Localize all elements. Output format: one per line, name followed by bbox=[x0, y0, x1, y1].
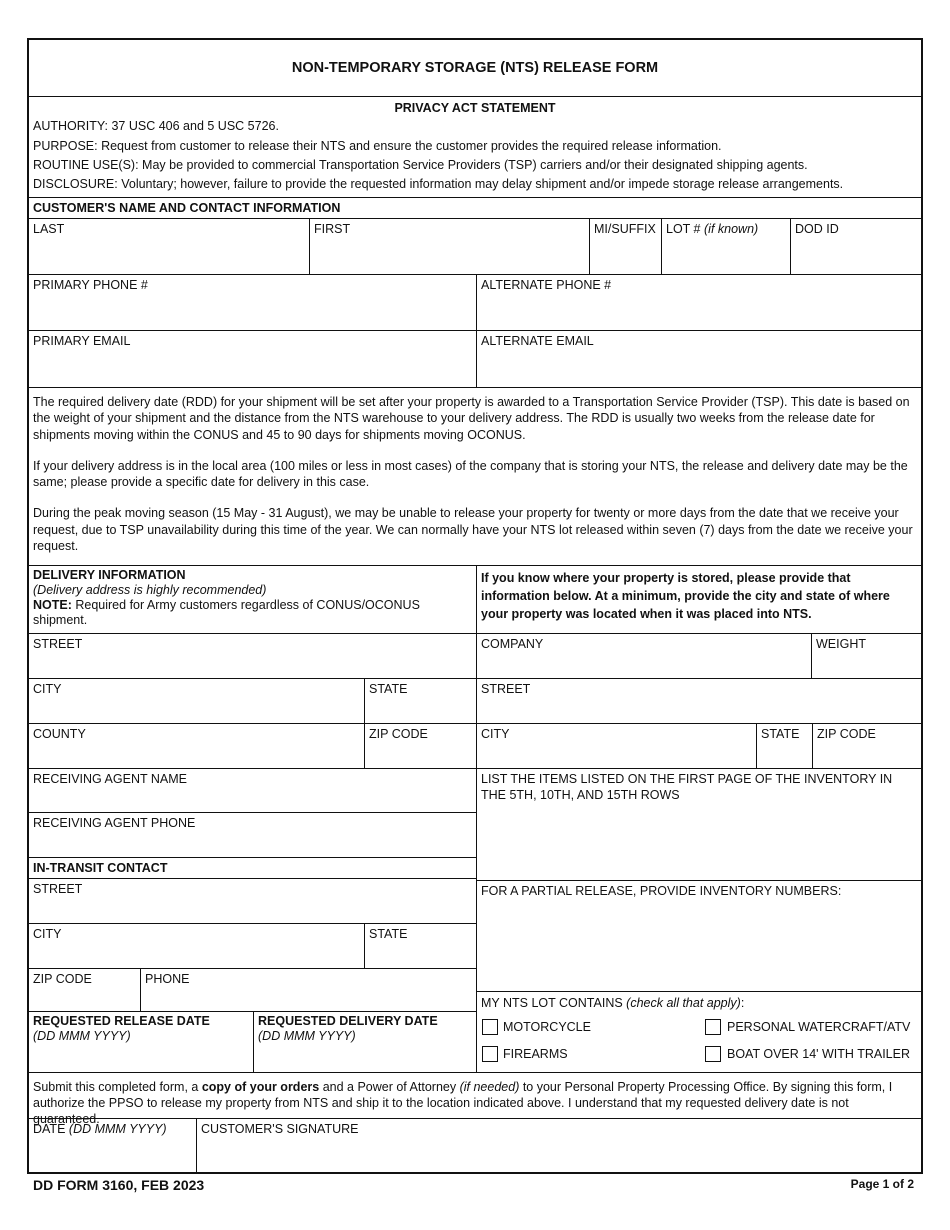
lot-number-hint: (if known) bbox=[704, 222, 759, 236]
customer-section-header bbox=[29, 197, 921, 218]
form-title: NON-TEMPORARY STORAGE (NTS) RELEASE FORM bbox=[291, 59, 659, 76]
transit-phone-label: PHONE bbox=[145, 972, 190, 986]
requested-dates-row bbox=[29, 1011, 476, 1072]
transit-zip-label: ZIP CODE bbox=[33, 972, 92, 986]
lot-contents-hint: (check all that apply) bbox=[626, 996, 741, 1010]
storage-state-label: STATE bbox=[761, 727, 800, 741]
storage-street-field[interactable] bbox=[476, 679, 921, 723]
partial-release-label: FOR A PARTIAL RELEASE, PROVIDE INVENTORY NUMBERS: bbox=[481, 884, 842, 898]
storage-weight-label: WEIGHT bbox=[816, 637, 866, 651]
privacy-heading: PRIVACY ACT STATEMENT bbox=[394, 101, 556, 115]
inventory-items-field[interactable] bbox=[476, 769, 921, 880]
customer-signature-field[interactable] bbox=[196, 1119, 921, 1172]
info-paragraph-3: During the peak moving season (15 May - 31 August), we may be unable to release your property for twenty or more days from the date that we receive your request, due to TSP unavailability during this time of the year. We can normally have your NTS lot released within seven (7) days from the date we receive your request. bbox=[33, 506, 913, 553]
transit-zip-row bbox=[29, 968, 476, 1011]
delivery-street-row bbox=[29, 633, 476, 678]
transit-city-field[interactable] bbox=[29, 924, 364, 968]
info-paragraph-2: If your delivery address is in the local area (100 miles or less in most cases) of the company that is storing your NTS, the release and delivery date may be the same; please provide a specific date for delivery in this case. bbox=[33, 458, 908, 489]
transit-state-label: STATE bbox=[369, 927, 408, 941]
phone-row bbox=[29, 274, 921, 330]
storage-city-row bbox=[476, 723, 921, 768]
customer-signature-label: CUSTOMER'S SIGNATURE bbox=[201, 1122, 359, 1136]
lot-number-label: LOT # bbox=[666, 222, 701, 236]
dod-id-field[interactable] bbox=[790, 219, 921, 274]
storage-state-field[interactable] bbox=[756, 724, 812, 768]
delivery-header bbox=[29, 566, 476, 633]
transit-street-row bbox=[29, 878, 476, 923]
delivery-street-field[interactable] bbox=[29, 634, 476, 678]
privacy-disclosure: DISCLOSURE: Voluntary; however, failure to provide the requested information may delay shipment and/or impede storage release arrangements. bbox=[33, 177, 844, 191]
partial-release-row bbox=[476, 880, 921, 991]
lot-contents-text: MY NTS LOT CONTAINS bbox=[481, 996, 623, 1010]
privacy-act-statement bbox=[29, 96, 921, 197]
delivery-zip-field[interactable] bbox=[364, 724, 476, 768]
partial-release-field[interactable] bbox=[476, 881, 921, 991]
motorcycle-label: MOTORCYCLE bbox=[503, 1020, 591, 1034]
submit-text-if-needed: (if needed) bbox=[459, 1080, 520, 1094]
primary-phone-field[interactable] bbox=[29, 275, 476, 330]
transit-phone-field[interactable] bbox=[140, 969, 476, 1011]
watercraft-checkbox[interactable] bbox=[705, 1019, 721, 1035]
delivery-storage-header-row bbox=[29, 565, 921, 633]
submit-text-orders: copy of your orders bbox=[201, 1080, 320, 1094]
transit-street-label: STREET bbox=[33, 882, 83, 896]
transit-header-row bbox=[29, 857, 476, 878]
boat-checkbox[interactable] bbox=[705, 1046, 721, 1062]
dod-id-label: DOD ID bbox=[795, 222, 839, 236]
firearms-label: FIREARMS bbox=[503, 1047, 568, 1061]
page-number: Page 1 of 2 bbox=[850, 1177, 914, 1191]
storage-city-label: CITY bbox=[481, 727, 510, 741]
last-name-field[interactable] bbox=[29, 219, 309, 274]
lot-number-field[interactable] bbox=[661, 219, 790, 274]
storage-zip-field[interactable] bbox=[812, 724, 921, 768]
storage-weight-field[interactable] bbox=[811, 634, 921, 678]
delivery-zip-label: ZIP CODE bbox=[369, 727, 428, 741]
storage-company-row bbox=[476, 633, 921, 678]
motorcycle-checkbox[interactable] bbox=[482, 1019, 498, 1035]
submit-text-1: Submit this completed form, a bbox=[33, 1080, 202, 1094]
delivery-recommended: (Delivery address is highly recommended) bbox=[33, 583, 267, 597]
release-date-field[interactable] bbox=[29, 1012, 253, 1072]
primary-email-field[interactable] bbox=[29, 331, 476, 387]
delivery-county-field[interactable] bbox=[29, 724, 364, 768]
signature-row bbox=[29, 1118, 921, 1172]
storage-header bbox=[476, 566, 921, 633]
delivery-note-text: Required for Army customers regardless of CONUS/OCONUS shipment. bbox=[33, 598, 420, 627]
mi-suffix-label: MI/SUFFIX bbox=[594, 222, 656, 236]
delivery-state-field[interactable] bbox=[364, 679, 476, 723]
privacy-authority: AUTHORITY: 37 USC 406 and 5 USC 5726. bbox=[33, 119, 279, 134]
name-row bbox=[29, 218, 921, 274]
alternate-email-label: ALTERNATE EMAIL bbox=[481, 334, 594, 348]
storage-street-row bbox=[476, 678, 921, 723]
last-name-label: LAST bbox=[33, 222, 65, 236]
signature-date-label: DATE bbox=[33, 1122, 66, 1136]
lot-contents-section bbox=[476, 992, 921, 1072]
transit-state-field[interactable] bbox=[364, 924, 476, 968]
delivery-note bbox=[33, 598, 472, 628]
delivery-note-label: NOTE: bbox=[33, 598, 72, 612]
submit-statement-row bbox=[29, 1072, 921, 1126]
submit-text-3: and a Power of Attorney bbox=[319, 1080, 460, 1094]
customer-heading: CUSTOMER'S NAME AND CONTACT INFORMATION bbox=[33, 201, 341, 215]
transit-city-row bbox=[29, 923, 476, 968]
agent-phone-row bbox=[29, 812, 476, 857]
delivery-city-field[interactable] bbox=[29, 679, 364, 723]
release-date-label: REQUESTED RELEASE DATE bbox=[33, 1014, 210, 1028]
storage-company-label: COMPANY bbox=[481, 637, 544, 651]
alternate-email-field[interactable] bbox=[476, 331, 921, 387]
storage-zip-label: ZIP CODE bbox=[817, 727, 876, 741]
inventory-items-row bbox=[476, 768, 921, 880]
transit-street-field[interactable] bbox=[29, 879, 476, 923]
transit-city-label: CITY bbox=[33, 927, 62, 941]
agent-name-field[interactable] bbox=[29, 769, 476, 812]
signature-date-format: (DD MMM YYYY) bbox=[68, 1122, 167, 1136]
delivery-city-row bbox=[29, 678, 476, 723]
primary-phone-label: PRIMARY PHONE # bbox=[33, 278, 148, 292]
delivery-date-format: (DD MMM YYYY) bbox=[258, 1029, 356, 1043]
boat-label: BOAT OVER 14' WITH TRAILER bbox=[727, 1047, 910, 1061]
delivery-date-label: REQUESTED DELIVERY DATE bbox=[258, 1014, 438, 1028]
agent-phone-label: RECEIVING AGENT PHONE bbox=[33, 816, 196, 830]
delivery-street-label: STREET bbox=[33, 637, 83, 651]
delivery-city-label: CITY bbox=[33, 682, 62, 696]
privacy-purpose: PURPOSE: Request from customer to release their NTS and ensure the customer provides the required release information. bbox=[33, 138, 722, 153]
watercraft-label: PERSONAL WATERCRAFT/ATV bbox=[727, 1020, 911, 1034]
firearms-checkbox[interactable] bbox=[482, 1046, 498, 1062]
transit-zip-field[interactable] bbox=[29, 969, 140, 1011]
lot-contents-row bbox=[476, 991, 921, 1072]
rdd-information bbox=[29, 387, 921, 565]
info-paragraph-1: The required delivery date (RDD) for your shipment will be set after your property is awarded to a Transportation Service Provider (TSP). This date is based on the weight of your shipment and the distance from the NTS warehouse to your delivery address. The RDD is usually two weeks from the release date for shipments moving within the CONUS and 45 to 90 days for shipments moving OCONUS. bbox=[33, 395, 910, 442]
first-name-label: FIRST bbox=[314, 222, 351, 236]
lot-contents-label bbox=[481, 995, 917, 1011]
storage-company-field[interactable] bbox=[476, 634, 811, 678]
email-row bbox=[29, 330, 921, 387]
mi-suffix-field[interactable] bbox=[589, 219, 661, 274]
agent-name-row bbox=[29, 768, 476, 812]
inventory-items-label: LIST THE ITEMS LISTED ON THE FIRST PAGE OF THE INVENTORY IN THE 5TH, 10TH, AND 15TH ROWS bbox=[481, 772, 893, 803]
nts-release-form bbox=[27, 38, 923, 1174]
release-date-format: (DD MMM YYYY) bbox=[33, 1029, 131, 1043]
agent-phone-field[interactable] bbox=[29, 813, 476, 857]
storage-street-label: STREET bbox=[481, 682, 531, 696]
transit-heading: IN-TRANSIT CONTACT bbox=[33, 861, 168, 875]
submit-statement bbox=[29, 1073, 921, 1126]
delivery-date-field[interactable] bbox=[253, 1012, 476, 1072]
delivery-county-row bbox=[29, 723, 476, 768]
agent-name-label: RECEIVING AGENT NAME bbox=[33, 772, 187, 786]
alternate-phone-field[interactable] bbox=[476, 275, 921, 330]
alternate-phone-label: ALTERNATE PHONE # bbox=[481, 278, 612, 292]
delivery-county-label: COUNTY bbox=[33, 727, 86, 741]
storage-heading: If you know where your property is stored, please provide that information below. At a minimum, provide the city and state of where your property was located when it was placed into NTS. bbox=[481, 571, 890, 622]
storage-city-field[interactable] bbox=[476, 724, 756, 768]
privacy-routine-use: ROUTINE USE(S): May be provided to commercial Transportation Service Providers (TSP) carriers and/or their designated shipping agents. bbox=[33, 157, 808, 172]
delivery-heading: DELIVERY INFORMATION bbox=[33, 568, 186, 582]
primary-email-label: PRIMARY EMAIL bbox=[33, 334, 131, 348]
delivery-state-label: STATE bbox=[369, 682, 408, 696]
first-name-field[interactable] bbox=[309, 219, 589, 274]
form-id: DD FORM 3160, FEB 2023 bbox=[33, 1177, 205, 1193]
lot-contents-colon: : bbox=[740, 996, 745, 1010]
signature-date-field[interactable] bbox=[29, 1119, 196, 1172]
submit-text-5: to your Personal Property Processing Office. By signing this form, I authorize the PPSO to release my property from NTS and ship it to the location indicated above. I understand that my requested delivery date is not guaranteed. bbox=[33, 1080, 893, 1126]
